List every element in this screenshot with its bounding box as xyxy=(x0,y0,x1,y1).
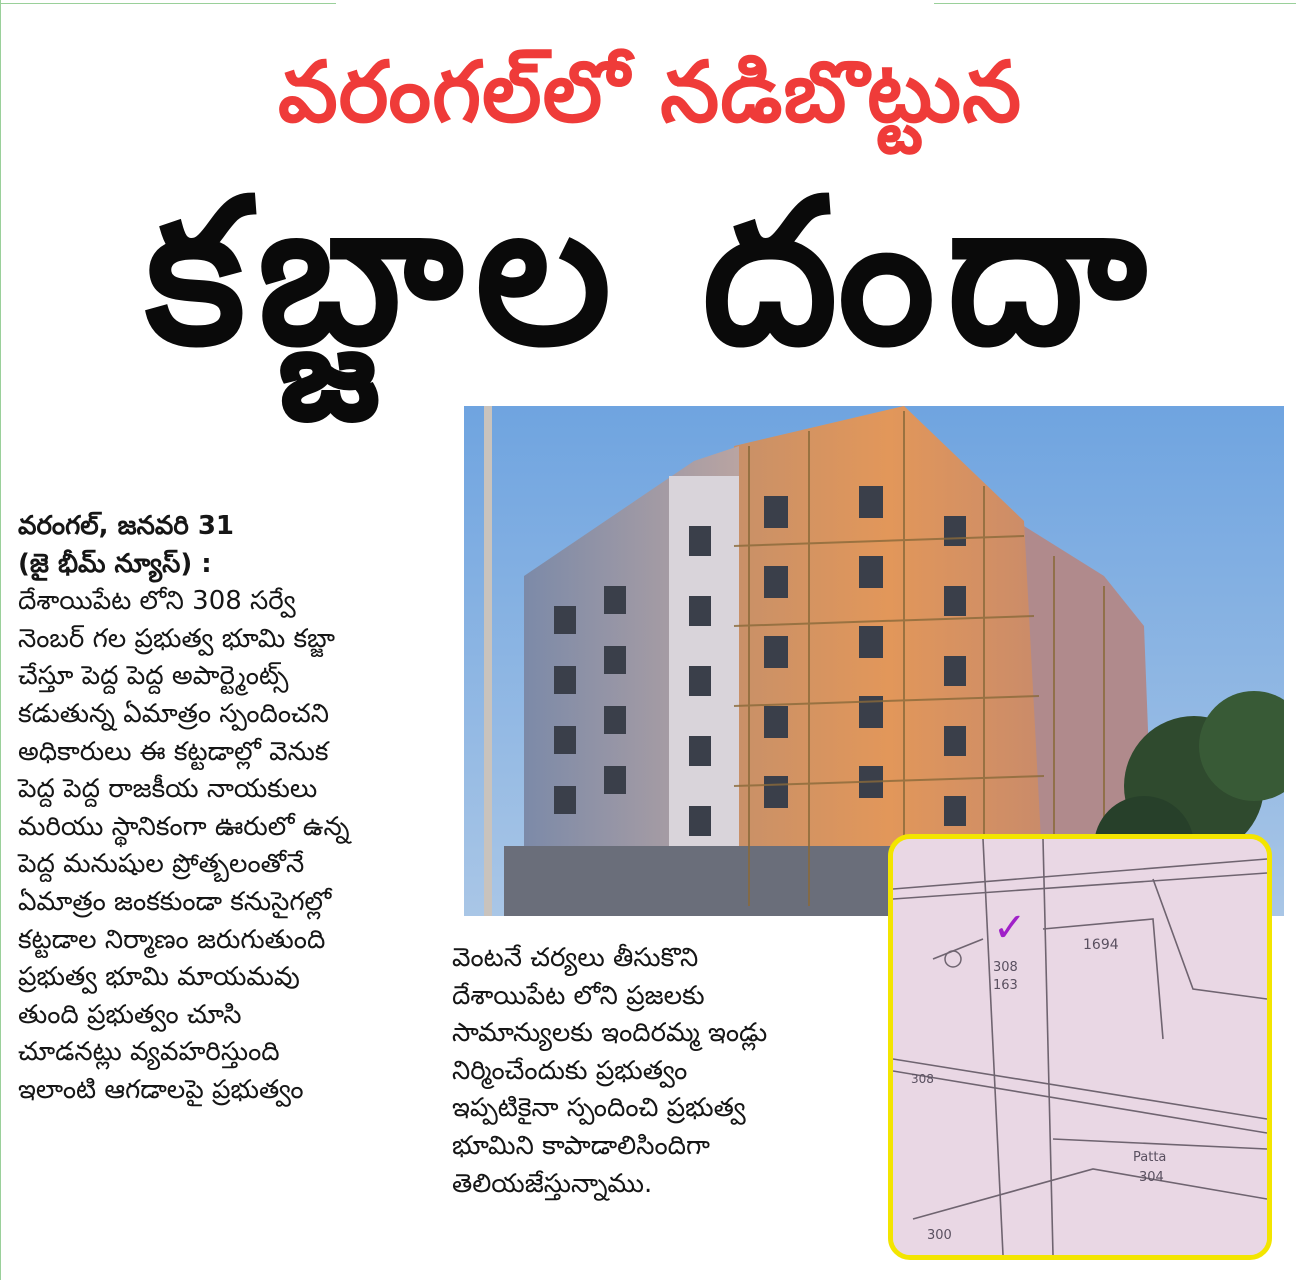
map-label-plot-e: 308 xyxy=(911,1072,934,1086)
kicker-headline: వరంగల్‌లో నడిబొట్టున xyxy=(277,43,1023,141)
article-line: వెంటనే చర్యలు తీసుకొని xyxy=(452,943,699,973)
article-line: కట్టడాల నిర్మాణం జరుగుతుంది xyxy=(18,924,326,955)
article-line: కడుతున్న ఏమాత్రం స్పందించని xyxy=(18,698,330,729)
article-line: సామాన్యులకు ఇందిరమ్మ ఇండ్లు xyxy=(452,1018,768,1049)
dateline-source: (జై భీమ్ న్యూస్) : xyxy=(18,548,212,579)
article-line: దేశాయిపేట లోని ప్రజలకు xyxy=(452,980,705,1011)
article-line: దేశాయిపేట లోని 308 సర్వే xyxy=(18,586,296,617)
map-tick-mark: ✓ xyxy=(993,905,1027,951)
dateline-place-date: వరంగల్, జనవరి 31 xyxy=(18,511,235,541)
article-line: ఇప్పటికైనా స్పందించి ప్రభుత్వ xyxy=(452,1093,746,1124)
article-line: మరియు స్థానికంగా ఊరులో ఉన్న xyxy=(18,811,350,842)
article-line: నెంబర్ గల ప్రభుత్వ భూమి కబ్జా xyxy=(18,623,336,654)
map-label-plot-c: 300 xyxy=(927,1228,952,1243)
top-rule-right xyxy=(934,3,1296,4)
article-line: పెద్ద మనుషుల ప్రోత్బలంతోనే xyxy=(18,849,305,880)
map-label-plot-b: 304 xyxy=(1139,1170,1164,1185)
map-label-plot-a: 1694 xyxy=(1083,937,1119,953)
article-line: భూమిని కాపాడాలిసిందిగా xyxy=(452,1130,710,1161)
article-line: ప్రభుత్వ భూమి మాయమవు xyxy=(18,962,300,993)
article-line: చూడనట్లు వ్యవహరిస్తుంది xyxy=(18,1037,280,1068)
survey-map-inset xyxy=(888,834,1272,1260)
article-line: నిర్మించేందుకు ప్రభుత్వం xyxy=(452,1055,688,1086)
article-line: తెలియజేస్తున్నాము. xyxy=(452,1168,653,1199)
main-headline: కబ్జాల దందా xyxy=(145,156,1159,391)
map-label-survey: 308 xyxy=(993,960,1018,975)
article-line: పెద్ద పెద్ద రాజకీయ నాయకులు xyxy=(18,774,318,805)
top-rule-left xyxy=(0,3,336,4)
map-label-plot-d: Patta xyxy=(1133,1150,1167,1165)
article-line: అధికారులు ఈ కట్టడాల్లో వెనుక xyxy=(18,736,329,767)
map-label-sub: 163 xyxy=(993,978,1018,993)
article-column-1 xyxy=(18,508,448,1110)
article-line: ఏమాత్రం జంకకుండా కనుసైగల్లో xyxy=(18,886,332,917)
article-line: చేస్తూ పెద్ద పెద్ద అపార్ట్మెంట్స్ xyxy=(18,661,289,692)
article-line: తుంది ప్రభుత్వం చూసి xyxy=(18,999,242,1030)
article-column-2 xyxy=(452,940,882,1203)
article-line: ఇలాంటి ఆగడాలపై ప్రభుత్వం xyxy=(18,1074,304,1105)
left-border-rule xyxy=(0,0,1,1280)
